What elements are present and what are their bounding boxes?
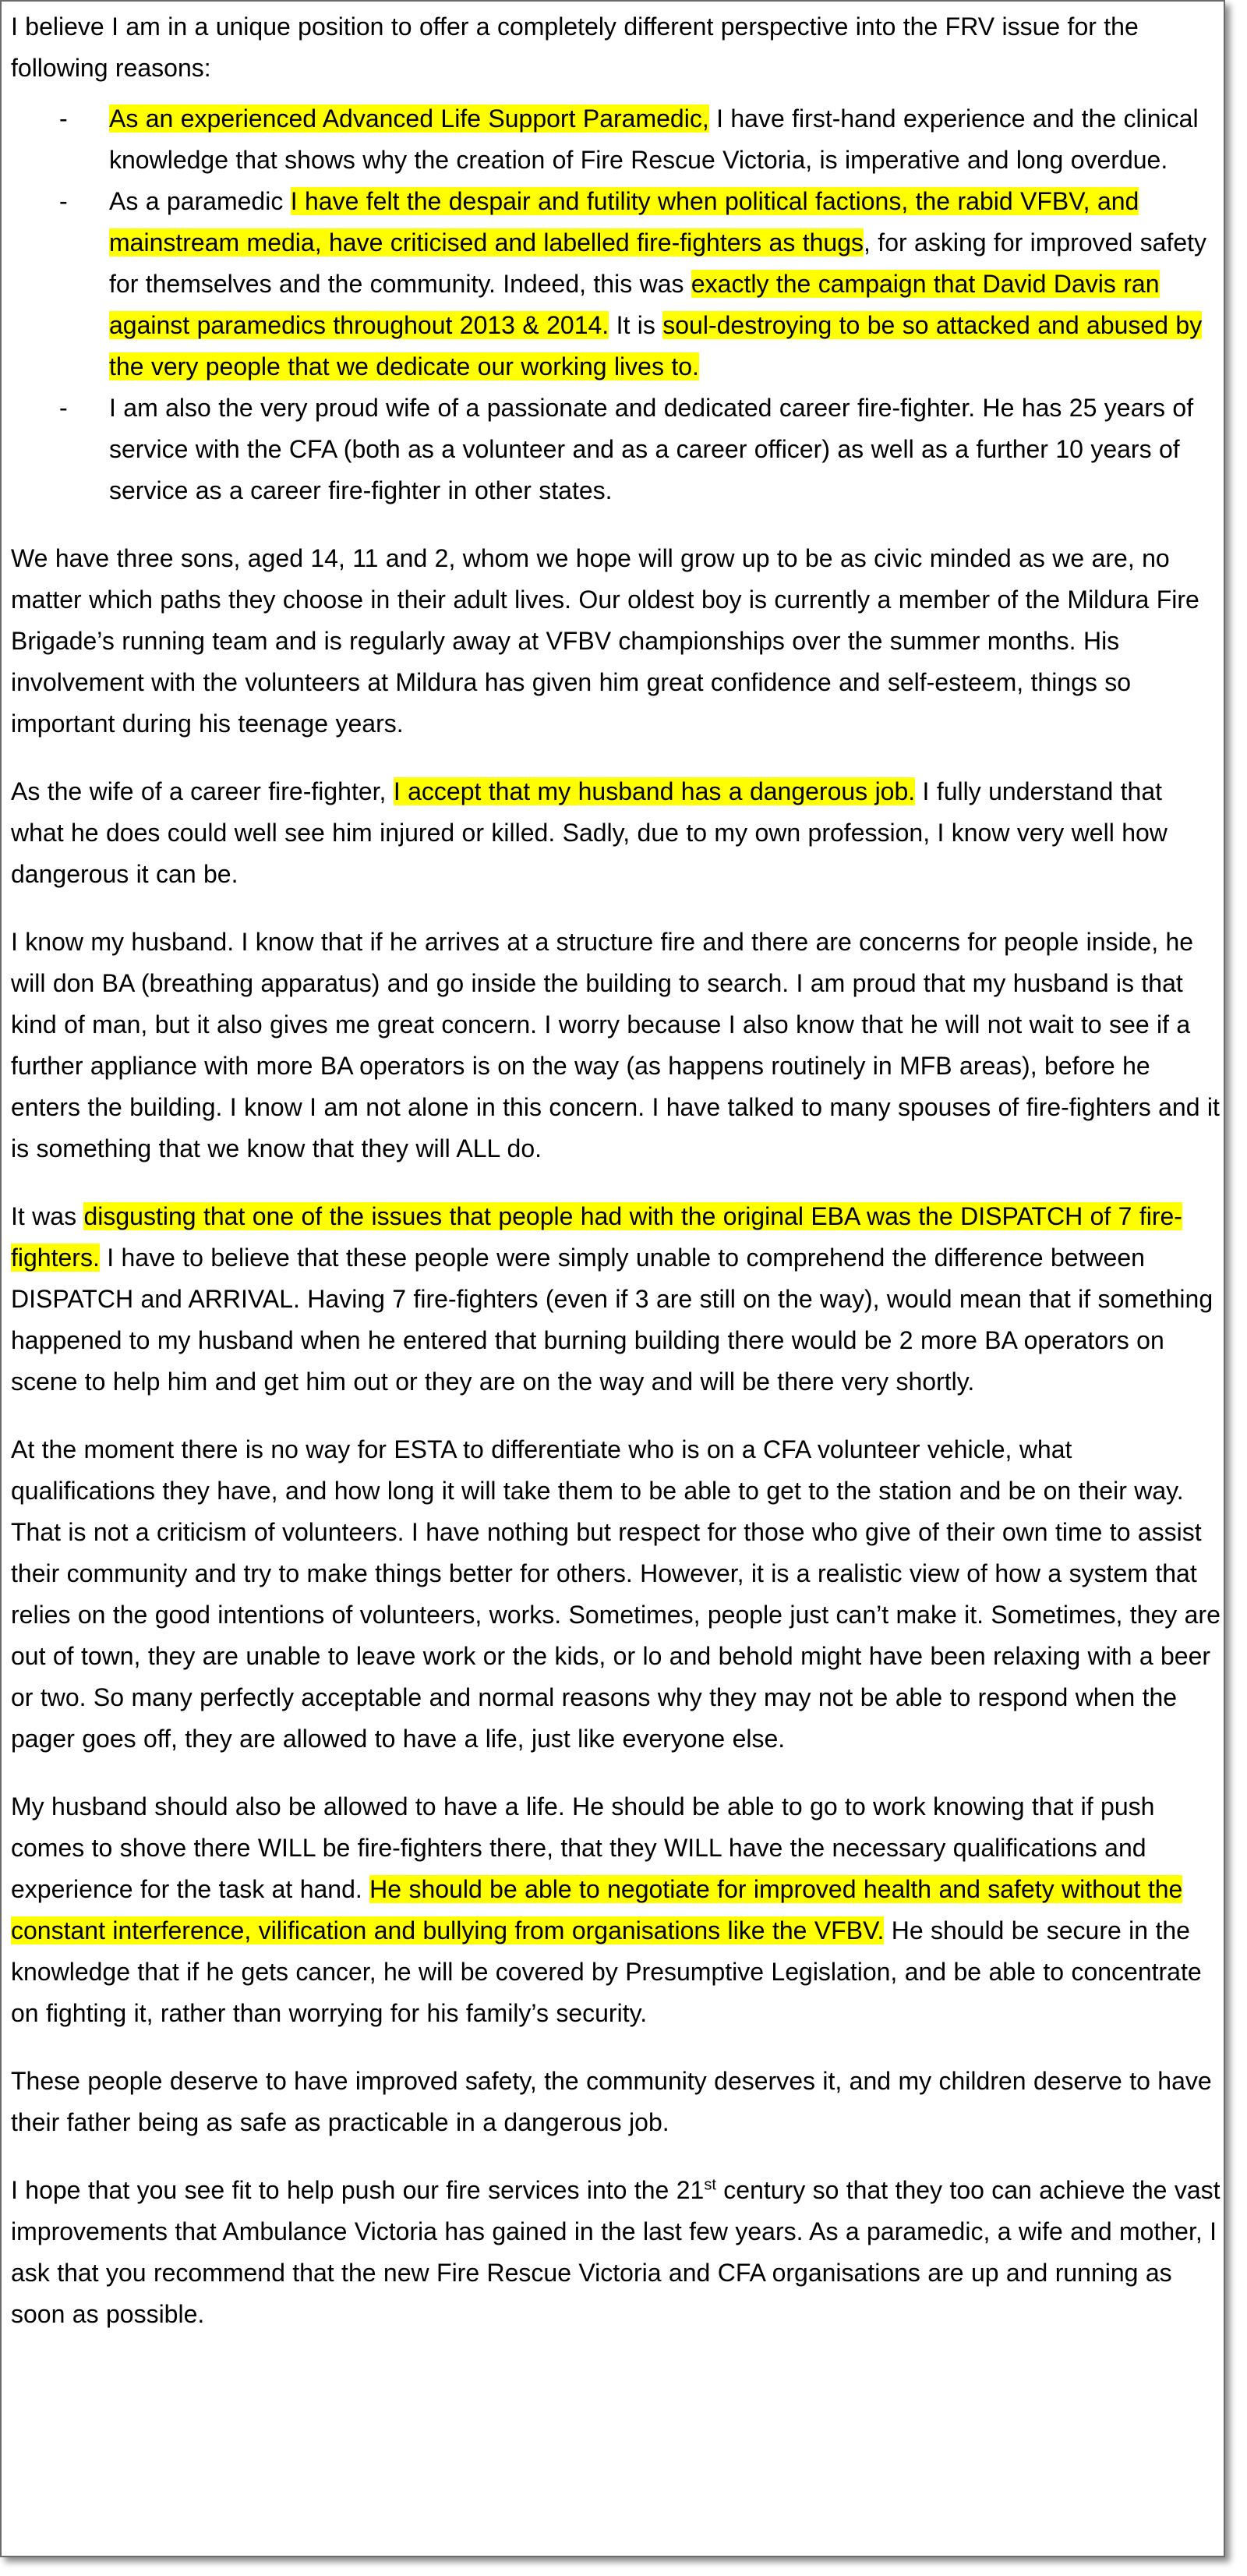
wife-paragraph xyxy=(11,771,1221,895)
highlighted-text: exactly the campaign that David Davis ran against paramedics throughout 2013 & 2014. xyxy=(109,270,1160,339)
bullet-dash: - xyxy=(59,104,68,133)
letter-body xyxy=(11,6,1221,2335)
bullet-dash: - xyxy=(59,187,68,215)
husband-paragraph: I know my husband. I know that if he arrives at a structure fire and there are concerns for people inside, he will don BA (breathing apparatus) and go inside the building to search. I am proud that my husband is that kind of man, but it also gives me great concern. I worry because I also know that he will not wait to see if a further appliance with more BA operators is on the way (as happens routinely in MFB areas), before he enters the building. I know I am not alone in this concern. I have talked to many spouses of fire-fighters and it is something that we know that they will ALL do. xyxy=(11,928,1220,1162)
life-paragraph xyxy=(11,1786,1221,2034)
sons-paragraph: We have three sons, aged 14, 11 and 2, whom we hope will grow up to be as civic minded as we are, no matter which paths they choose in their adult lives. Our oldest boy is currently a member of the Mildura Fire Brigade’s running team and is regularly away at VFBV championships over the summer months. His involvement with the volunteers at Mildura has given him great confidence and self-esteem, things so important during his teenage years. xyxy=(11,544,1199,738)
highlighted-text: He should be able to negotiate for improved health and safety without the constant interference, vilification and bullying from organisations like the VFBV. xyxy=(11,1875,1183,1944)
body-text: It is xyxy=(609,311,663,339)
reasons-list xyxy=(11,98,1221,511)
eba-paragraph xyxy=(11,1196,1221,1403)
body-text: I fully understand that what he does could well see him injured or killed. Sadly, due to my own profession, I know very well how dangerous it can be. xyxy=(11,777,1168,888)
esta-paragraph: At the moment there is no way for ESTA to differentiate who is on a CFA volunteer vehicle, what qualifications they have, and how long it will take them to be able to get to the station and be on their way. That is not a criticism of volunteers. I have nothing but respect for those who give of their own time to assist their community and try to make things better for others. However, it is a realistic view of how a system that relies on the good intentions of volunteers, works. Sometimes, people just can’t make it. Sometimes, they are out of town, they are unable to leave work or the kids, or lo and behold might have been relaxing with a beer or two. So many perfectly acceptable and normal reasons why they may not be able to respond when the pager goes off, they are allowed to have a life, just like everyone else. xyxy=(11,1435,1221,1753)
body-text: He should be secure in the knowledge that if he gets cancer, he will be covered by Presumptive Legislation, and be able to concentrate on fighting it, rather than worrying for his family’s security. xyxy=(11,1916,1202,2027)
body-text: I hope that you see fit to help push our fire services into the 21 xyxy=(11,2176,705,2204)
highlighted-text: I have felt the despair and futility when political factions, the rabid VFBV, and mainstream media, have criticised and labelled fire-fighters as thugs xyxy=(109,187,1139,257)
highlighted-text: disgusting that one of the issues that people had with the original EBA was the DISPATCH of 7 fire-fighters. xyxy=(11,1202,1182,1272)
list-item xyxy=(11,387,1221,511)
body-text: century so that they too can achieve the vast improvements that Ambulance Victoria has gained in the last few years. As a paramedic, a wife and mother, I ask that you recommend that the new Fire Rescue Victoria and CFA organisations are up and running as soon as possible. xyxy=(11,2176,1221,2328)
body-text: As a paramedic xyxy=(109,187,291,215)
body-text: I am also the very proud wife of a passionate and dedicated career fire-fighter. He has 25 years of service with the CFA (both as a volunteer and as a career officer) as well as a further 10 years of service as a career fire-fighter in other states. xyxy=(109,394,1194,504)
ordinal-suffix: st xyxy=(704,2176,716,2194)
body-text: As the wife of a career fire-fighter, xyxy=(11,777,394,805)
intro-paragraph: I believe I am in a unique position to offer a completely different perspective into the FRV issue for the following reasons: xyxy=(11,12,1139,82)
list-item xyxy=(11,181,1221,387)
highlighted-text: As an experienced Advanced Life Support Paramedic, xyxy=(109,104,709,133)
body-text: My husband should also be allowed to have a life. He should be able to go to work knowing that if push comes to shove there WILL be fire-fighters there, that they WILL have the necessary qualifications and experience for the task at hand. xyxy=(11,1792,1155,1903)
deserve-paragraph: These people deserve to have improved safety, the community deserves it, and my children deserve to have their father being as safe as practicable in a dangerous job. xyxy=(11,2067,1212,2136)
bullet-dash: - xyxy=(59,394,68,422)
list-item xyxy=(11,98,1221,181)
body-text: , for asking for improved safety for themselves and the community. Indeed, this was xyxy=(109,228,1207,298)
highlighted-text: I accept that my husband has a dangerous job. xyxy=(393,777,916,805)
highlighted-text: soul-destroying to be so attacked and abused by the very people that we dedicate our working lives to. xyxy=(109,311,1203,380)
body-text: I have to believe that these people were simply unable to comprehend the difference between DISPATCH and ARRIVAL. Having 7 fire-fighters (even if 3 are still on the way), would mean that if something happened to my husband when he entered that burning building there would be 2 more BA operators on scene to help him and get him out or they are on the way and will be there very shortly. xyxy=(11,1244,1213,1396)
body-text: I have first-hand experience and the clinical knowledge that shows why the creation of Fire Rescue Victoria, is imperative and long overdue. xyxy=(109,104,1199,174)
body-text: It was xyxy=(11,1202,84,1230)
closing-paragraph xyxy=(11,2170,1221,2335)
